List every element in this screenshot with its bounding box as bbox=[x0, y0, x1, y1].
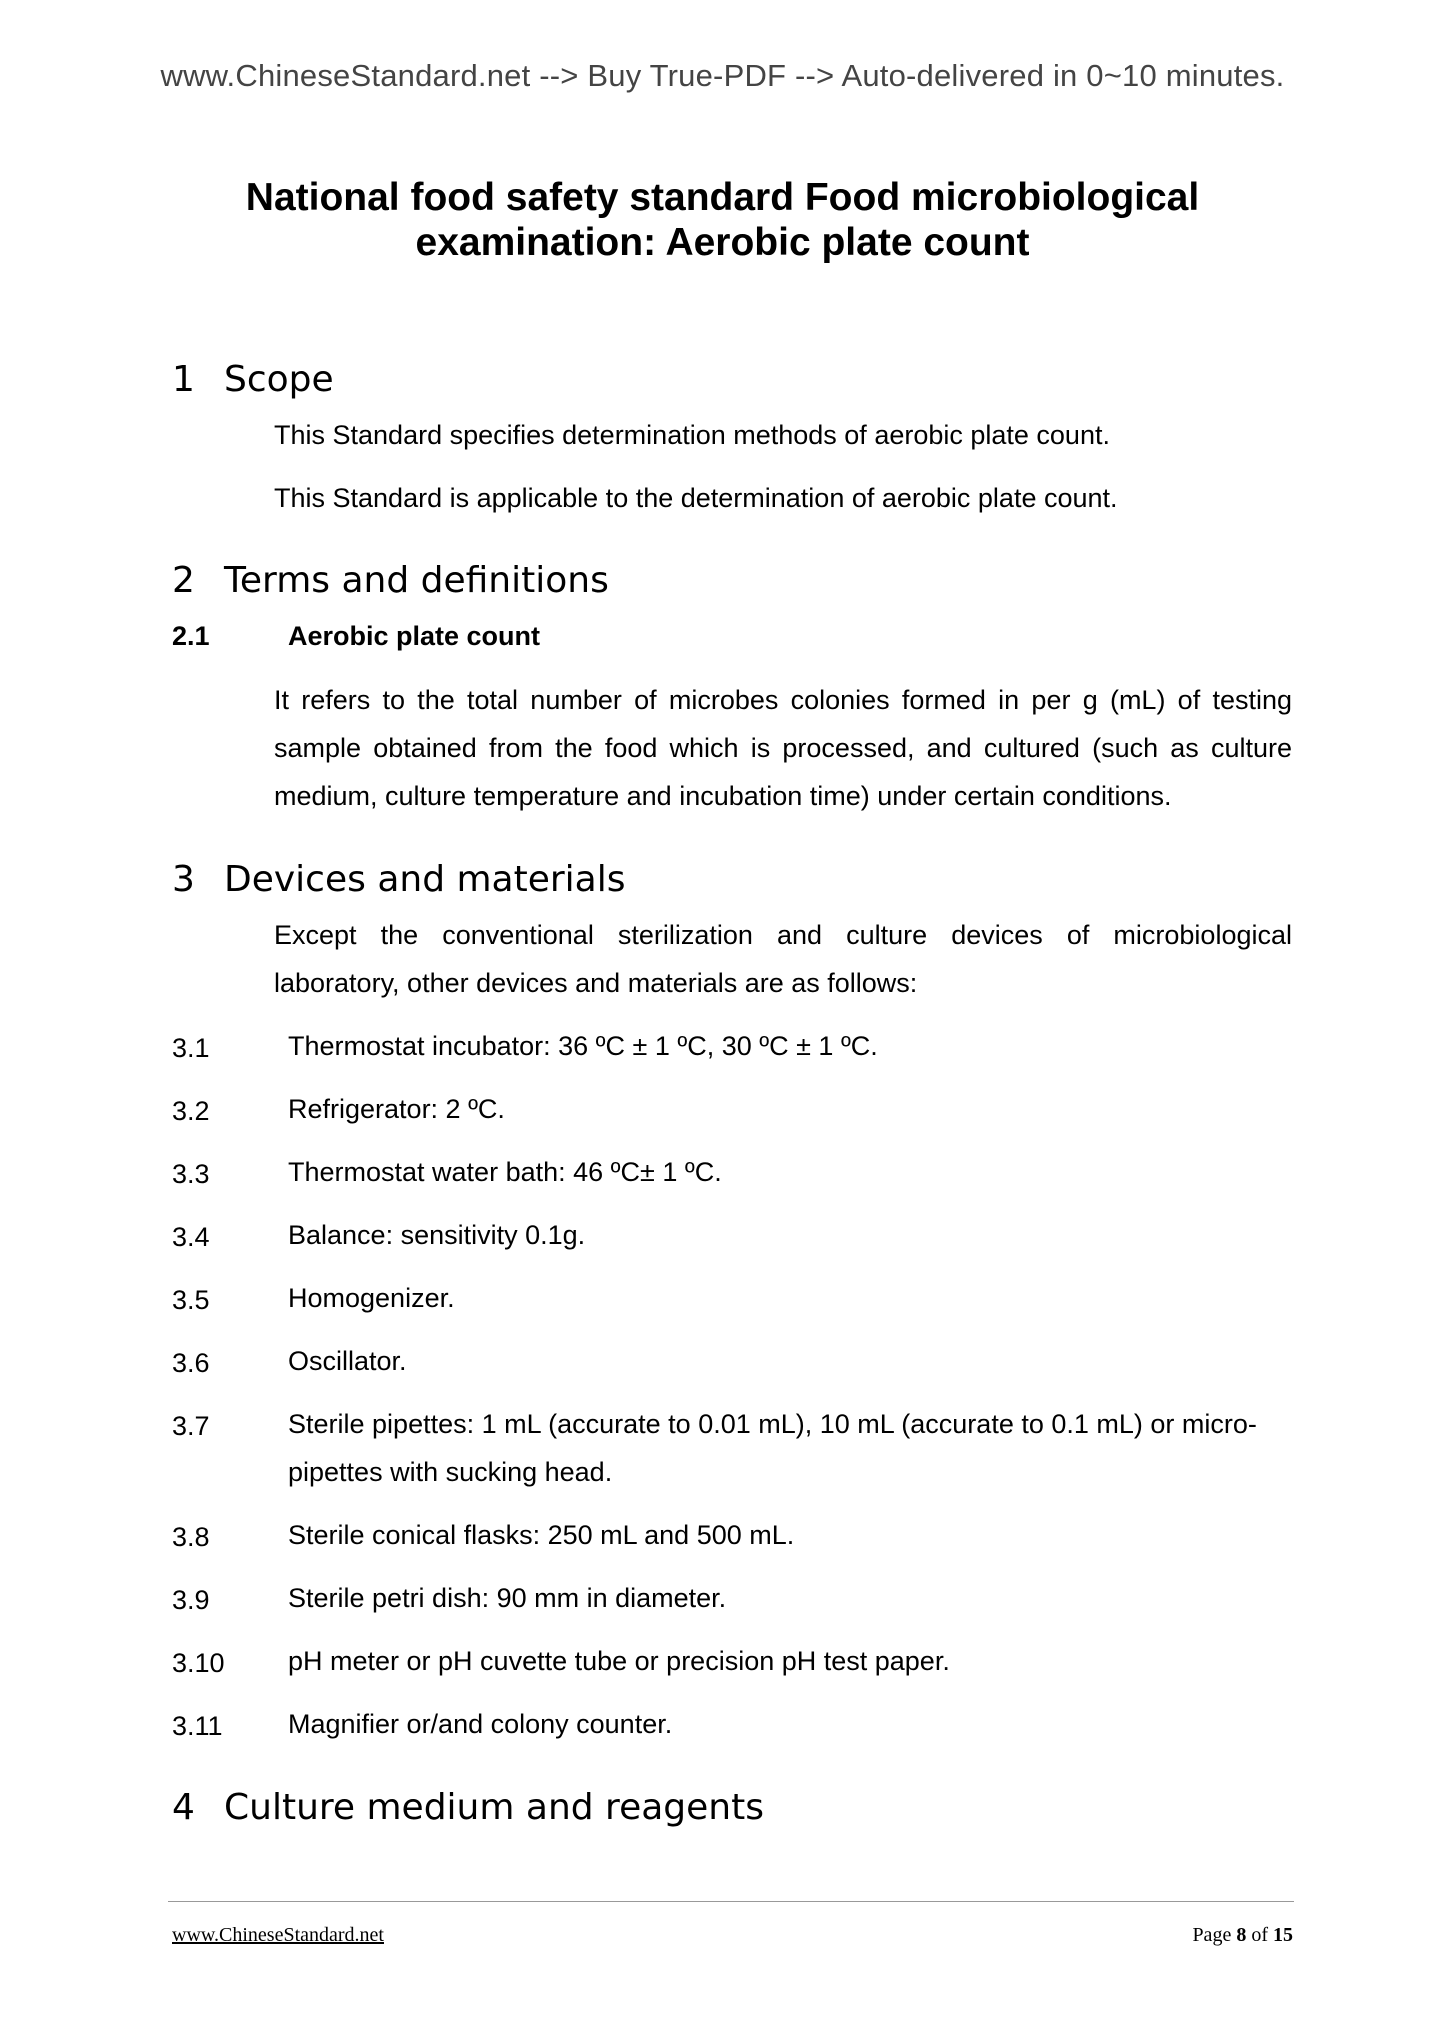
section-heading-culture bbox=[172, 1787, 764, 1828]
list-item-text: Magnifier or/and colony counter. bbox=[288, 1709, 673, 1739]
list-item-text: Sterile conical flasks: 250 mL and 500 mL. bbox=[288, 1520, 795, 1550]
list-item-text: Thermostat incubator: 36 ºC ± 1 ºC, 30 ºC ± 1 ºC. bbox=[288, 1031, 878, 1061]
list-item-number: 3.1 bbox=[172, 1033, 210, 1063]
section-number: 4 bbox=[172, 1787, 195, 1828]
list-item-text: Thermostat water bath: 46 ºC± 1 ºC. bbox=[288, 1157, 722, 1187]
section-title: Devices and materials bbox=[224, 859, 626, 900]
page-number bbox=[1192, 1924, 1293, 1947]
title-line-1: National food safety standard Food microbiological bbox=[245, 176, 1200, 219]
list-item-number: 3.10 bbox=[172, 1648, 225, 1678]
top-banner: www.ChineseStandard.net --> Buy True-PDF --> Auto-delivered in 0~10 minutes. bbox=[160, 58, 1285, 93]
list-item-number: 3.2 bbox=[172, 1096, 210, 1126]
section-number: 1 bbox=[172, 359, 195, 400]
list-item-text: Sterile pipettes: 1 mL (accurate to 0.01 mL), 10 mL (accurate to 0.1 mL) or micro-pipettes with sucking head. bbox=[288, 1409, 1257, 1487]
list-item-number: 3.3 bbox=[172, 1159, 210, 1189]
section-heading-devices bbox=[172, 859, 626, 900]
list-item-text: Sterile petri dish: 90 mm in diameter. bbox=[288, 1583, 727, 1613]
list-item-number: 3.9 bbox=[172, 1585, 210, 1615]
section-number: 3 bbox=[172, 859, 195, 900]
page-prefix: Page bbox=[1192, 1924, 1232, 1946]
subsection-title: Aerobic plate count bbox=[288, 621, 541, 651]
definition-paragraph: It refers to the total number of microbes colonies formed in per g (mL) of testing sample obtained from the food which is processed, and cultured (such as culture medium, culture temperature and incubation time) under certain conditions. bbox=[274, 685, 1292, 811]
list-item-number: 3.8 bbox=[172, 1522, 210, 1552]
section-number: 2 bbox=[172, 560, 195, 601]
list-item-number: 3.6 bbox=[172, 1348, 210, 1378]
list-item-text: Refrigerator: 2 ºC. bbox=[288, 1094, 505, 1124]
list-item-text: Homogenizer. bbox=[288, 1283, 455, 1313]
footer-site-link[interactable]: www.ChineseStandard.net bbox=[172, 1924, 384, 1946]
section-title: Terms and definitions bbox=[224, 560, 609, 601]
list-item-number: 3.4 bbox=[172, 1222, 210, 1252]
list-item-number: 3.7 bbox=[172, 1411, 210, 1441]
list-item-text: Oscillator. bbox=[288, 1346, 407, 1376]
section-heading-terms bbox=[172, 560, 609, 601]
title-line-2: examination: Aerobic plate count bbox=[415, 221, 1030, 264]
page-of: of bbox=[1251, 1924, 1268, 1946]
section-heading-scope bbox=[172, 359, 334, 400]
section-title: Culture medium and reagents bbox=[224, 1787, 764, 1828]
footer-divider bbox=[168, 1901, 1294, 1902]
document-title bbox=[0, 175, 1445, 265]
list-item-number: 3.5 bbox=[172, 1285, 210, 1315]
page-current: 8 bbox=[1236, 1924, 1247, 1946]
list-item-text: Balance: sensitivity 0.1g. bbox=[288, 1220, 586, 1250]
scope-paragraph-1: This Standard specifies determination methods of aerobic plate count. bbox=[274, 420, 1110, 450]
subsection-number: 2.1 bbox=[172, 621, 210, 651]
list-item-text: pH meter or pH cuvette tube or precision pH test paper. bbox=[288, 1646, 950, 1676]
page-total: 15 bbox=[1273, 1924, 1293, 1946]
devices-intro-paragraph: Except the conventional sterilization and culture devices of microbiological laboratory, other devices and materials are as follows: bbox=[274, 920, 1292, 998]
scope-paragraph-2: This Standard is applicable to the determination of aerobic plate count. bbox=[274, 483, 1118, 513]
list-item-number: 3.11 bbox=[172, 1711, 223, 1741]
section-title: Scope bbox=[224, 359, 334, 400]
